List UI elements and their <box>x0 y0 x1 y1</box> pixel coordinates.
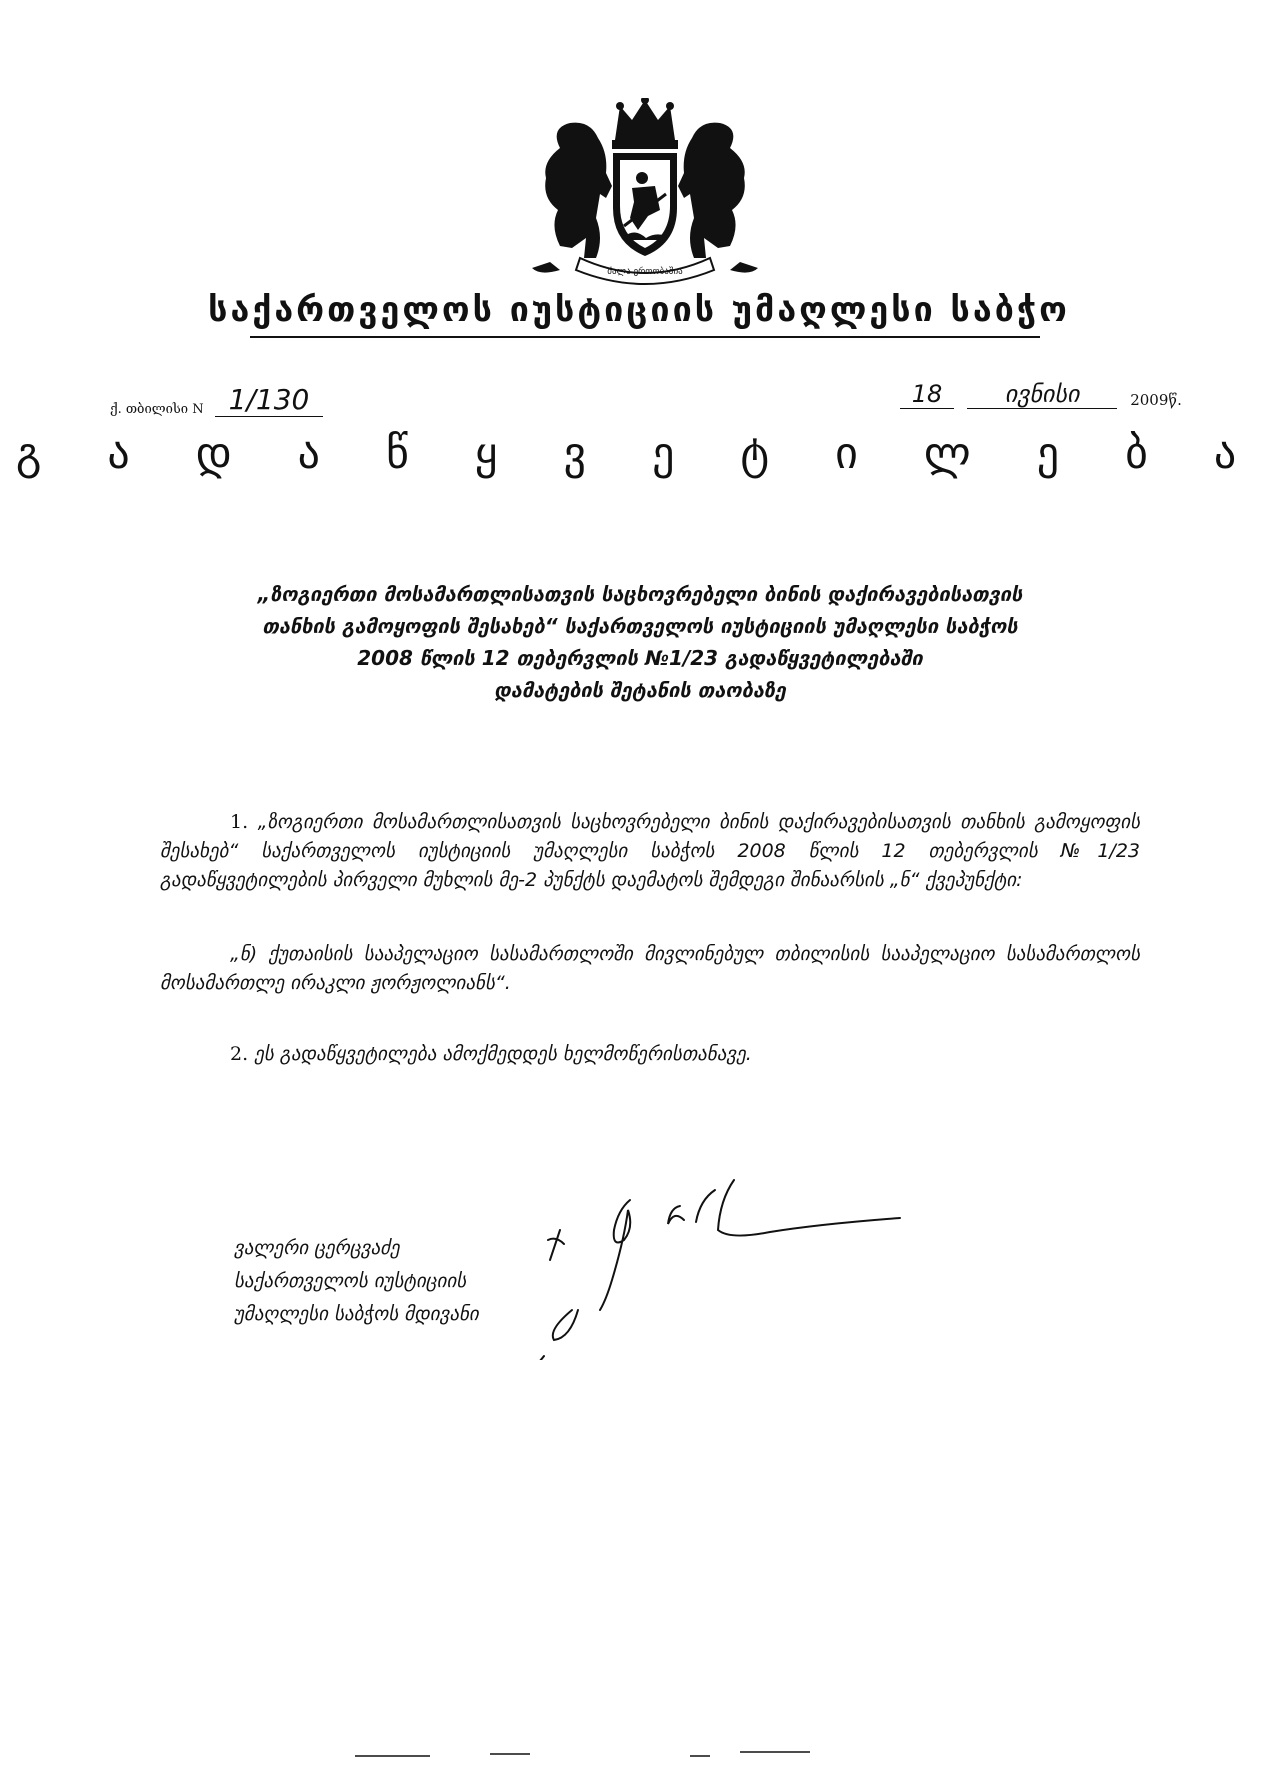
emblem-motto: ძალა ერთობაშია <box>607 267 683 277</box>
registration-number-row <box>110 383 323 423</box>
decision-subject <box>200 578 1080 706</box>
council-title: საქართველოს იუსტიციის უმაღლესი საბჭო <box>208 290 1070 330</box>
date-month: ივნისი <box>967 380 1117 409</box>
registration-label: ქ. თბილისი N <box>110 402 204 417</box>
subject-line-3: 2008 წლის 12 თებერვლის №1/23 გადაწყვეტილებაში <box>357 646 923 670</box>
subject-line-2: თანხის გამოყოფის შესახებ“ საქართველოს იუსტიციის უმაღლესი საბჭოს <box>262 614 1018 638</box>
paragraph-1-number: 1. <box>230 811 249 833</box>
scan-footer-marks <box>0 1740 1278 1770</box>
signer-block <box>234 1232 479 1331</box>
paragraph-2-number: 2. <box>230 1043 249 1065</box>
paragraph-1 <box>160 808 1140 895</box>
signer-name: ვალერი ცერცვაძე <box>234 1237 400 1259</box>
date-year: 2009წ. <box>1130 391 1182 409</box>
date-row <box>900 380 1182 420</box>
paragraph-1-text: „ზოგიერთი მოსამართლისათვის საცხოვრებელი ბინის დაქირავებისათვის თანხის გამოყოფის შესახებ“ საქართველოს იუსტიციის უმაღლესი საბჭოს 2008 წლის 12 თებერვლის №1/23 გადაწყვეტილების პირველი მუხლის მე-2 პუნქტს დაემატოს შემდეგი შინაარსის „ნ“ ქვეპუნქტი: <box>160 811 1140 891</box>
paragraph-2-text: ეს გადაწყვეტილება ამოქმედდეს ხელმოწერისთანავე. <box>254 1043 752 1065</box>
paragraph-1-inserted-subclause: „ნ) ქუთაისის სააპელაციო სასამართლოში მივლინებულ თბილისის სააპელაციო სასამართლოს მოსამართლე ირაკლი ჟორჟოლიანს“. <box>160 943 1140 994</box>
subject-line-1: „ზოგიერთი მოსამართლისათვის საცხოვრებელი ბინის დაქირავებისათვის <box>257 582 1023 606</box>
signer-title-line-2: უმაღლესი საბჭოს მდივანი <box>234 1303 479 1325</box>
handwritten-signature-icon <box>520 1170 980 1360</box>
coat-of-arms-icon <box>520 98 770 288</box>
document-type-heading: გ ა დ ა წ ყ ვ ე ტ ი ლ ე ბ ა <box>15 428 1263 479</box>
registration-number: 1/130 <box>215 383 324 417</box>
date-day: 18 <box>900 380 954 409</box>
paragraph-2 <box>160 1040 1140 1069</box>
header-rule <box>250 336 1040 338</box>
subject-line-4: დამატების შეტანის თაობაზე <box>494 678 786 702</box>
signer-title-line-1: საქართველოს იუსტიციის <box>234 1270 467 1292</box>
